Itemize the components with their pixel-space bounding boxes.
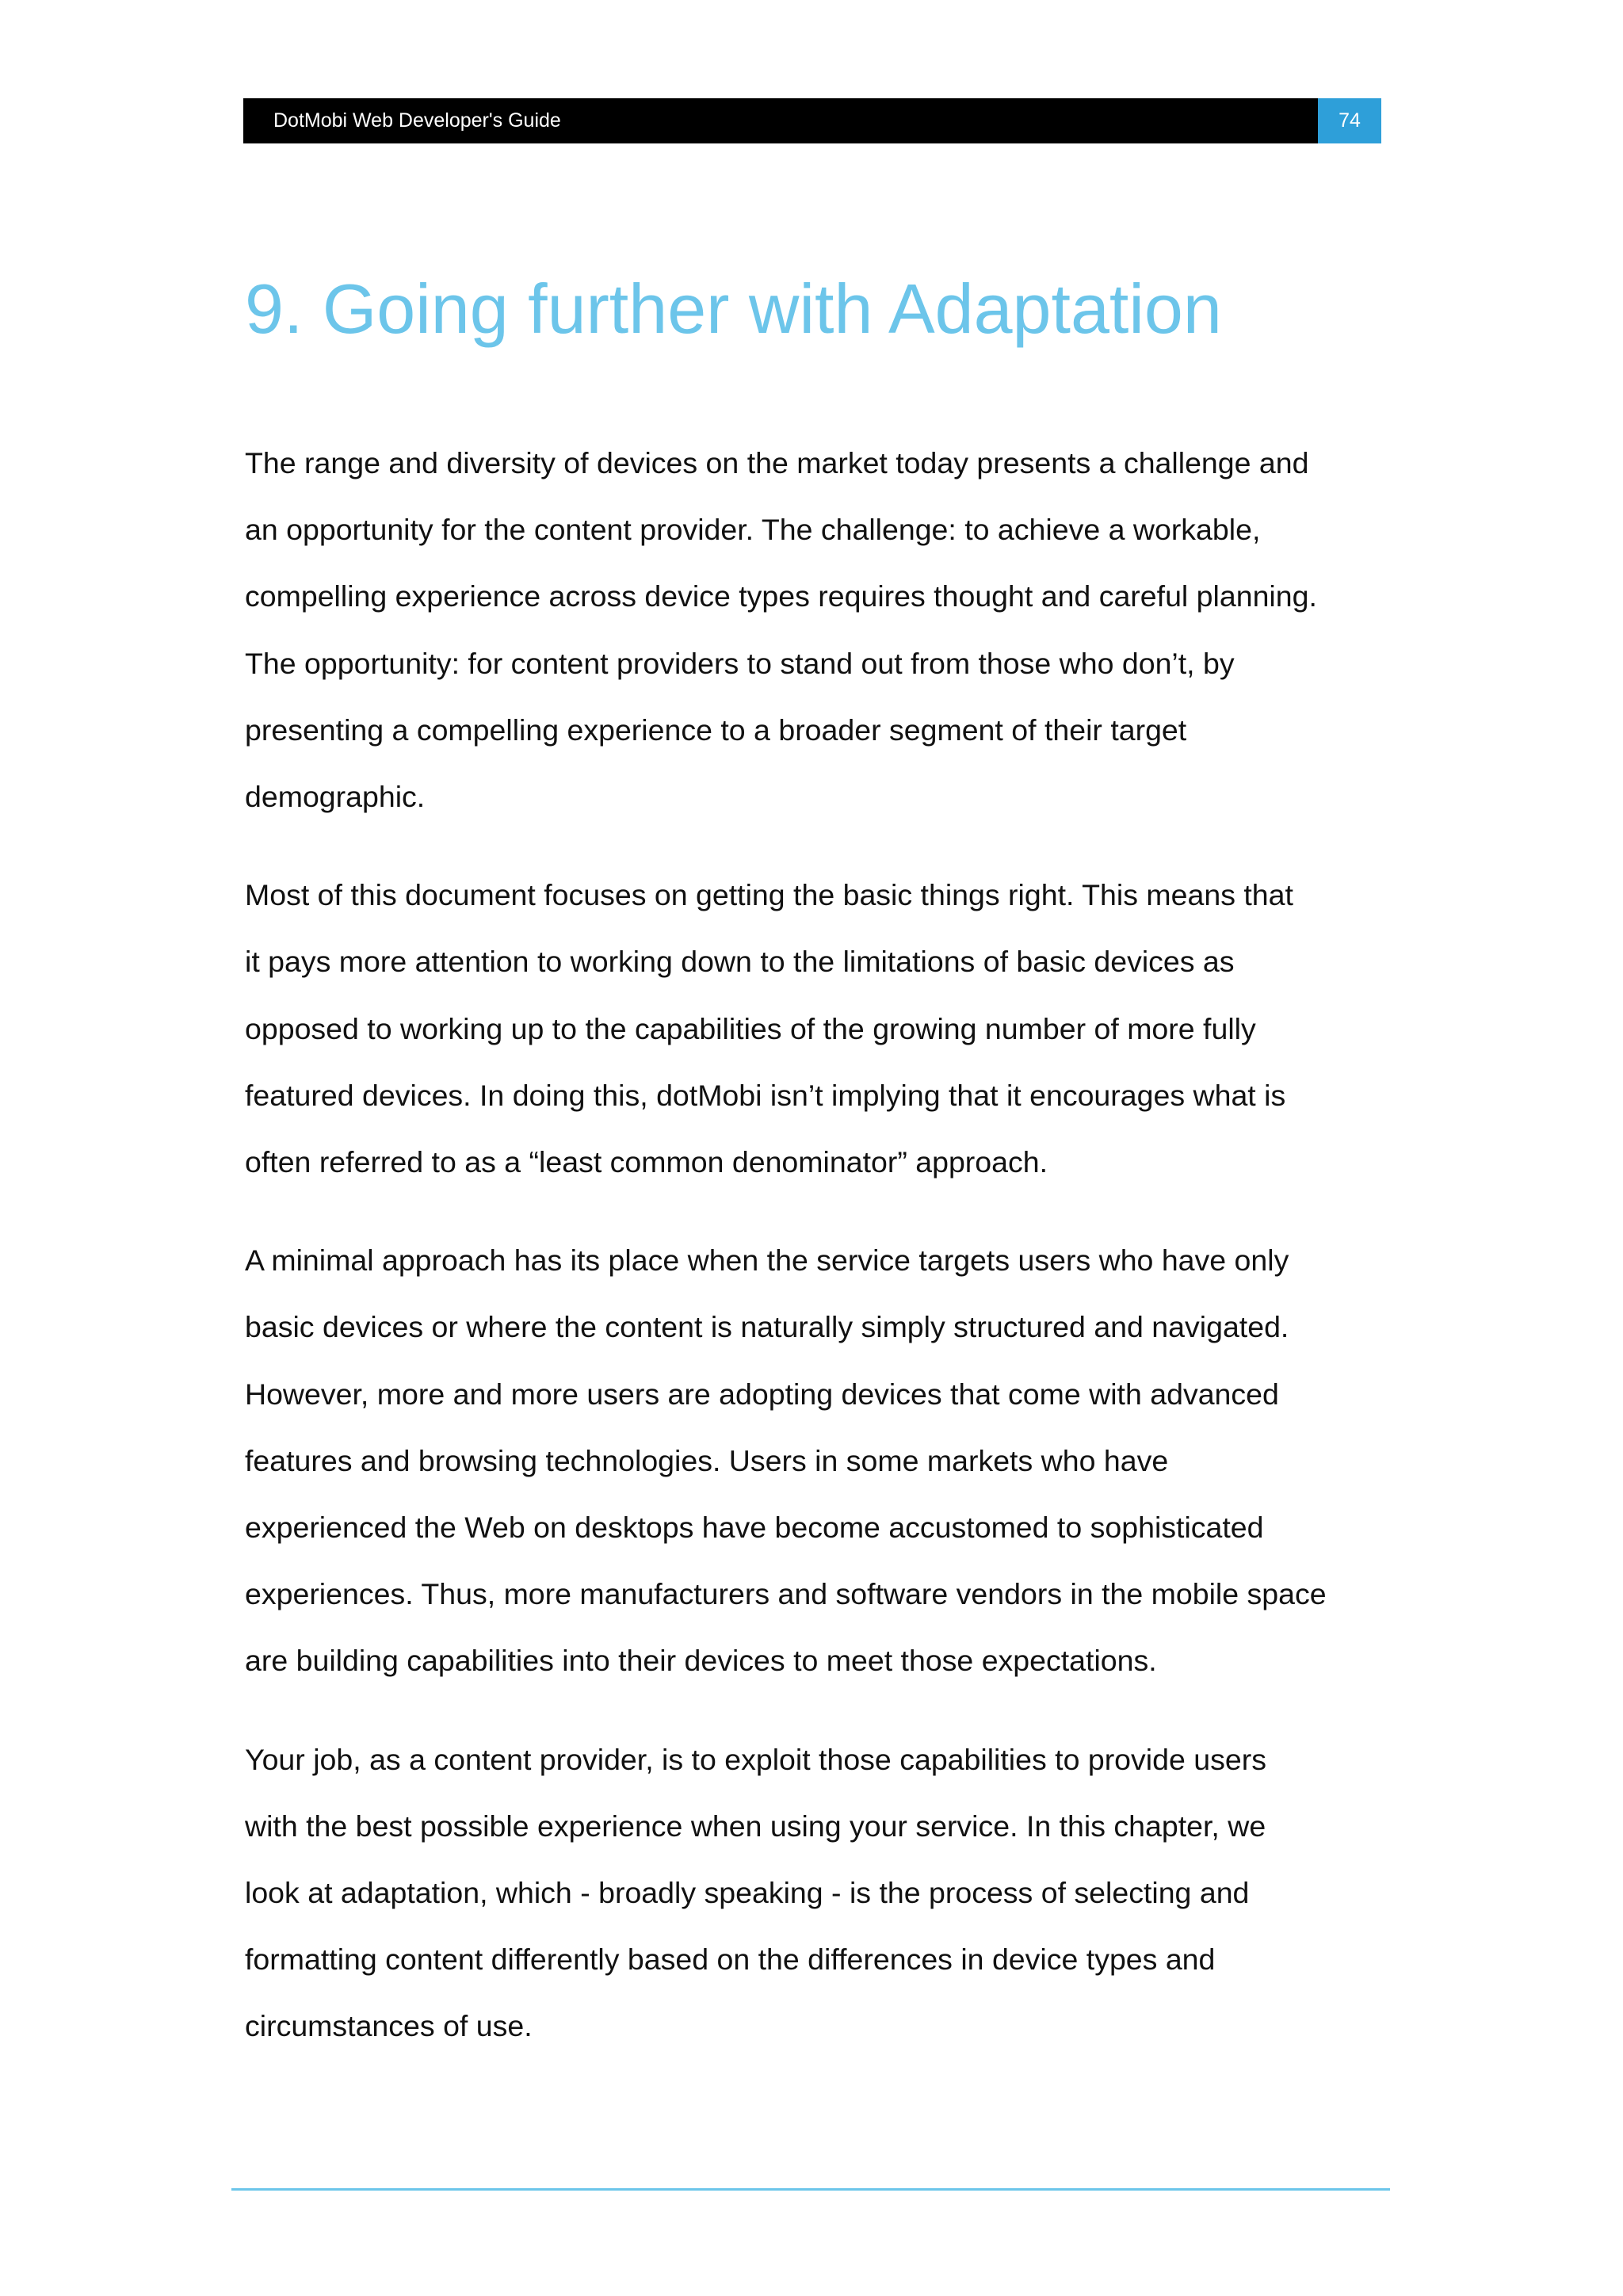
- footer-rule: [231, 2188, 1390, 2191]
- body-text: [245, 430, 1390, 2092]
- paragraph-4: Your job, as a content provider, is to exploit those capabilities to provide users with the best possible experience when using your service. In this chapter, we look at adaptation, which - broadly speaking - is the process of selecting and formatting content differently based on the differences in device types and circumstances of use.: [245, 1742, 1266, 2043]
- header-title: DotMobi Web Developer's Guide: [273, 109, 561, 132]
- paragraph-1: The range and diversity of devices on the market today presents a challenge and an opportunity for the content provider. The challenge: to achieve a workable, compelling experience across device types requires thought and careful planning. The opportunity: for content providers to stand out from those who don’t, by presenting a compelling experience to a broader segment of their target demographic.: [245, 446, 1317, 814]
- paragraph-3: A minimal approach has its place when the service targets users who have only basic devices or where the content is naturally simply structured and navigated. However, more and more users are adopting devices that come with advanced features and browsing technologies. Users in some markets who have experienced the Web on desktops have become accustomed to sophisticated experiences. Thus, more manufacturers and software vendors in the mobile space are building capabilities into their devices to meet those expectations.: [245, 1244, 1327, 1678]
- running-header: [243, 98, 1381, 143]
- paragraph-2: Most of this document focuses on getting the basic things right. This means that it pays more attention to working down to the limitations of basic devices as opposed to working up to the capabilities of the growing number of more fully featured devices. In doing this, dotMobi isn’t implying that it encourages what is often referred to as a “least common denominator” approach.: [245, 878, 1293, 1179]
- chapter-title: 9. Going further with Adaptation: [245, 269, 1222, 348]
- page-number: 74: [1318, 98, 1381, 143]
